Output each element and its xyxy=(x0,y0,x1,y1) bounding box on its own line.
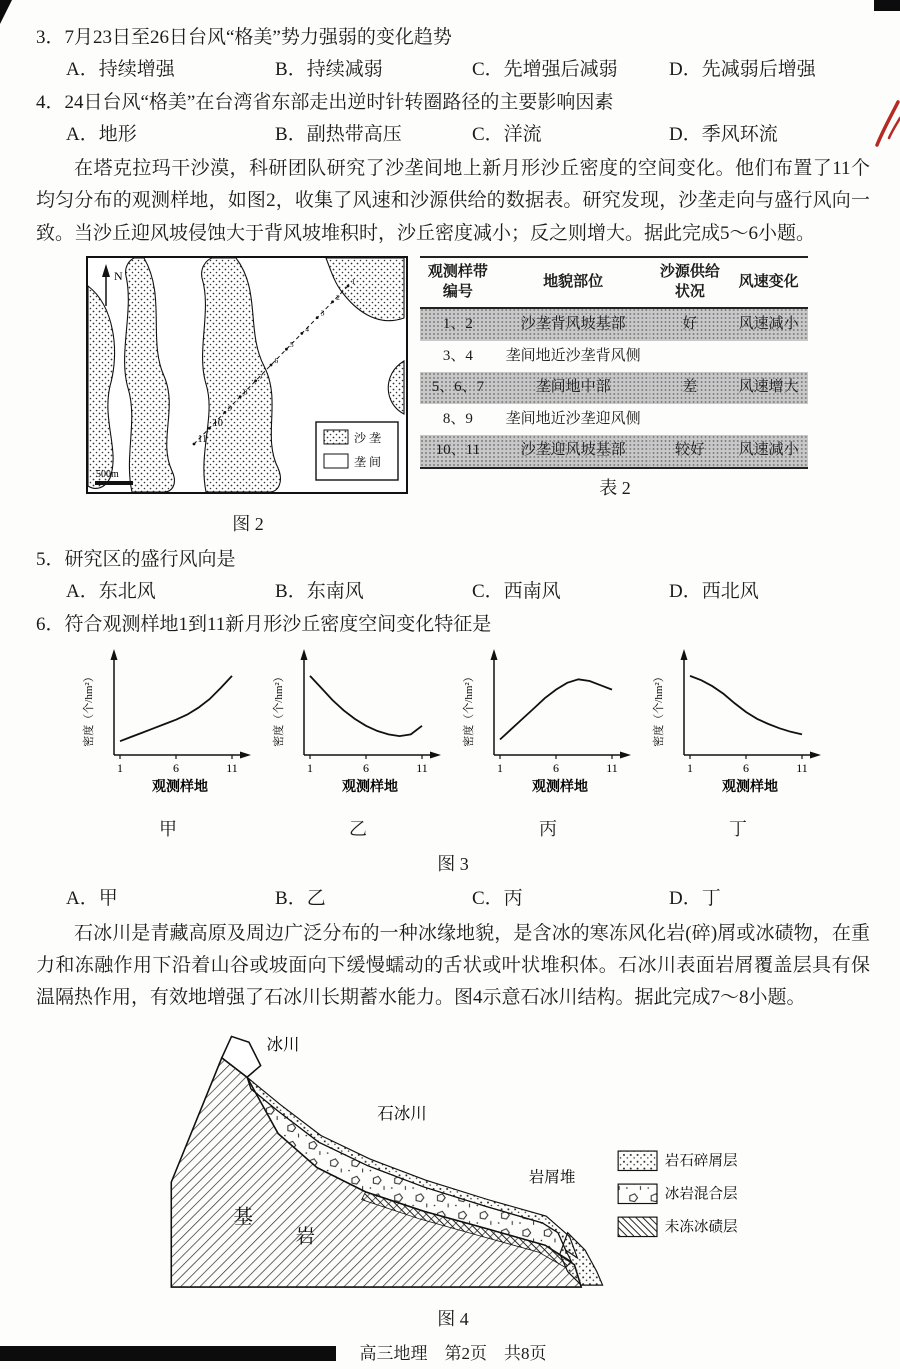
scan-artifact-bottom-bar xyxy=(0,1346,336,1361)
table-cell: 10、11 xyxy=(435,442,481,459)
table-cell: 较好 xyxy=(674,442,705,459)
x-tick-label: 1 xyxy=(307,760,313,775)
sample-point-label: 4 xyxy=(305,324,310,334)
bedrock-label-2: 岩 xyxy=(295,1225,316,1247)
q3-option-b: B．持续减弱 xyxy=(275,59,383,81)
x-tick-label: 6 xyxy=(363,760,369,775)
col-header: 观测样带编号 xyxy=(420,257,496,308)
table-cell: 垄间地中部 xyxy=(535,379,611,396)
q5-option-b: B．东南风 xyxy=(275,581,364,603)
col-header: 风速变化 xyxy=(729,257,808,308)
q4-option-a: A．地形 xyxy=(66,123,137,145)
table-cell: 沙垄背风坡基部 xyxy=(520,316,626,333)
legend-label-moraine: 未冻冰碛层 xyxy=(664,1219,738,1236)
bedrock-label-1: 基 xyxy=(233,1206,253,1228)
q3-option-d: D．先减弱后增强 xyxy=(668,59,816,81)
table-cell: 5、6、7 xyxy=(431,379,485,396)
sample-point-label: 10 xyxy=(212,418,223,430)
q5-option-d: D．西北风 xyxy=(668,581,759,603)
mini-chart xyxy=(270,645,446,814)
table-cell: 3、4 xyxy=(442,347,473,364)
y-axis-label: 密度（个/hm²） xyxy=(83,671,95,747)
question-6-options xyxy=(36,883,870,915)
q6-option-c: C．丙 xyxy=(472,888,523,910)
figure3-caption: 图 3 xyxy=(437,853,469,874)
q4-option-c: C．洋流 xyxy=(472,123,542,145)
figure4-diagram xyxy=(123,1017,783,1289)
chart-name: 甲 xyxy=(159,819,177,840)
table-cell: 好 xyxy=(682,316,698,333)
sample-point-label: 11 xyxy=(197,434,208,446)
north-label: N xyxy=(114,269,123,284)
legend-swatch-debris xyxy=(618,1151,657,1170)
sample-point-label: 9 xyxy=(228,403,233,413)
grader-red-mark xyxy=(872,98,900,150)
table2-body xyxy=(420,308,808,468)
table-cell: 1、2 xyxy=(442,316,473,333)
figure2-legend xyxy=(316,422,398,480)
chart-cell-bing xyxy=(460,645,636,845)
x-axis-label: 观测样地 xyxy=(532,779,588,795)
q4-option-b: B．副热带高压 xyxy=(275,123,402,145)
legend-swatch-dune xyxy=(324,430,348,444)
q4-option-d: D．季风环流 xyxy=(668,123,778,145)
density-curve xyxy=(120,676,232,741)
intro-paragraph-7-8: 石冰川是青藏高原及周边广泛分布的一种冰缘地貌，是含冰的寒冻风化岩(碎)屑或冰碛物，在重力和冻融作用下沿着山谷或坡面向下缓慢蠕动的舌状或叶状堆积体。石冰川表面岩屑覆盖层具有保温隔热作用，有效地增强了石冰川长期蓄水能力。图4示意石冰川结构。据此完成7～8小题。 xyxy=(36,922,870,1009)
figure2-table2-row xyxy=(86,256,870,540)
glacier-label: 冰川 xyxy=(266,1034,300,1054)
mini-chart xyxy=(80,645,256,814)
table-cell xyxy=(650,404,729,436)
table-cell: 差 xyxy=(682,379,698,396)
q3-option-c: C．先增强后减弱 xyxy=(472,59,618,81)
table-cell: 风速减小 xyxy=(738,442,799,459)
table-cell: 垄间地近沙垄背风侧 xyxy=(505,347,641,364)
chart-cell-ding xyxy=(650,645,826,845)
chart-name: 丙 xyxy=(539,819,557,840)
density-curve xyxy=(310,676,422,736)
q6-option-d: D．丁 xyxy=(668,888,721,910)
observation-table xyxy=(420,256,808,469)
legend-label-interdune: 垄 间 xyxy=(354,455,382,470)
x-axis-label: 观测样地 xyxy=(152,779,208,795)
table-row xyxy=(420,341,808,373)
y-axis-label: 密度（个/hm²） xyxy=(653,671,665,747)
table-cell xyxy=(729,341,808,373)
density-chart xyxy=(650,645,826,803)
figure2 xyxy=(86,256,410,540)
x-tick-label: 6 xyxy=(553,760,559,775)
col-header: 沙源供给状况 xyxy=(650,257,729,308)
sample-point-label: 1 xyxy=(351,277,356,287)
density-chart xyxy=(80,645,256,803)
density-curve xyxy=(690,676,802,735)
legend-label-debris: 岩石碎屑层 xyxy=(664,1153,738,1170)
question-3-options xyxy=(36,54,870,86)
x-axis-label: 观测样地 xyxy=(342,779,398,795)
q6-option-b: B．乙 xyxy=(275,888,326,910)
table-cell: 沙垄迎风坡基部 xyxy=(520,442,626,459)
table-row xyxy=(420,404,808,436)
x-tick-label: 11 xyxy=(416,760,428,775)
table-row xyxy=(420,435,808,468)
table-cell: 风速减小 xyxy=(738,316,799,333)
figure2-caption: 图 2 xyxy=(232,514,264,535)
sample-point-label: 7 xyxy=(259,371,263,381)
scan-artifact-top-right xyxy=(874,0,900,11)
mini-chart xyxy=(650,645,826,814)
chart-cell-yi xyxy=(270,645,446,845)
density-chart xyxy=(460,645,636,803)
q6-option-a: A．甲 xyxy=(66,888,118,910)
q5-option-a: A．东北风 xyxy=(66,581,156,603)
x-tick-label: 6 xyxy=(173,760,179,775)
rock-glacier-label: 石冰川 xyxy=(377,1103,427,1123)
question-4-options xyxy=(36,119,870,151)
x-tick-label: 1 xyxy=(117,760,123,775)
table2-caption: 表 2 xyxy=(599,477,631,498)
figure4 xyxy=(36,1017,870,1335)
intro-paragraph-5-6: 在塔克拉玛干沙漠，科研团队研究了沙垄间地上新月形沙丘密度的空间变化。他们布置了11个均匀分布的观测样地，如图2，收集了风速和沙源供给的数据表。研究发现，沙垄走向与盛行风向一致。当沙丘迎风坡侵蚀大于背风坡堆积时，沙丘密度减小；反之则增大。据此完成5～6小题。 xyxy=(36,158,870,244)
question-6-stem: 6．符合观测样地1到11新月形沙丘密度空间变化特征是 xyxy=(36,613,492,635)
page-footer: 高三地理 第2页 共8页 xyxy=(359,1344,547,1364)
legend-swatch-interdune xyxy=(324,454,348,468)
q5-option-c: C．西南风 xyxy=(472,581,561,603)
question-5-options xyxy=(36,576,870,608)
sample-point-label: 3 xyxy=(320,308,325,318)
legend-label-dune: 沙 垄 xyxy=(354,431,382,446)
sample-point-label: 8 xyxy=(243,387,248,397)
q3-option-a: A．持续增强 xyxy=(66,59,175,81)
table-cell: 8、9 xyxy=(442,410,473,427)
table-row xyxy=(420,308,808,341)
scale-label: 500m xyxy=(96,469,119,481)
question-4-stem: 4．24日台风“格美”在台湾省东部走出逆时针转圈路径的主要影响因素 xyxy=(36,91,614,113)
y-axis-label: 密度（个/hm²） xyxy=(273,671,285,747)
chart-cell-jia xyxy=(80,645,256,845)
x-tick-label: 11 xyxy=(226,760,238,775)
sample-point-label: 6 xyxy=(274,356,279,366)
table-cell xyxy=(729,404,808,436)
table-cell xyxy=(650,341,729,373)
col-header: 地貌部位 xyxy=(496,257,651,308)
x-axis-label: 观测样地 xyxy=(722,779,778,795)
legend-swatch-mixed xyxy=(618,1184,657,1203)
chart-name: 丁 xyxy=(729,819,747,840)
x-tick-label: 11 xyxy=(606,760,618,775)
chart-name: 乙 xyxy=(349,819,367,840)
x-tick-label: 6 xyxy=(743,760,749,775)
table2-head-row xyxy=(420,257,808,308)
x-tick-label: 1 xyxy=(687,760,693,775)
x-tick-label: 11 xyxy=(796,760,808,775)
sample-point-label: 2 xyxy=(336,292,340,302)
density-curve xyxy=(500,679,612,739)
figure4-caption: 图 4 xyxy=(437,1308,469,1329)
table2 xyxy=(420,256,810,503)
talus-label: 岩屑堆 xyxy=(528,1168,576,1186)
figure3-charts xyxy=(36,645,870,845)
density-chart xyxy=(270,645,446,803)
table-cell: 风速增大 xyxy=(738,379,799,396)
legend-swatch-moraine xyxy=(618,1217,657,1236)
legend-label-mixed: 冰岩混合层 xyxy=(664,1186,738,1203)
y-axis-label: 密度（个/hm²） xyxy=(463,671,475,747)
sample-point-label: 5 xyxy=(289,340,294,350)
mini-chart xyxy=(460,645,636,814)
figure4-legend xyxy=(618,1151,738,1236)
x-tick-label: 1 xyxy=(497,760,503,775)
figure2-map xyxy=(86,256,408,494)
table-cell: 垄间地近沙垄迎风侧 xyxy=(505,410,641,427)
table-row xyxy=(420,372,808,404)
question-5-stem: 5．研究区的盛行风向是 xyxy=(36,548,236,570)
question-3-stem: 3．7月23日至26日台风“格美”势力强弱的变化趋势 xyxy=(36,27,452,48)
